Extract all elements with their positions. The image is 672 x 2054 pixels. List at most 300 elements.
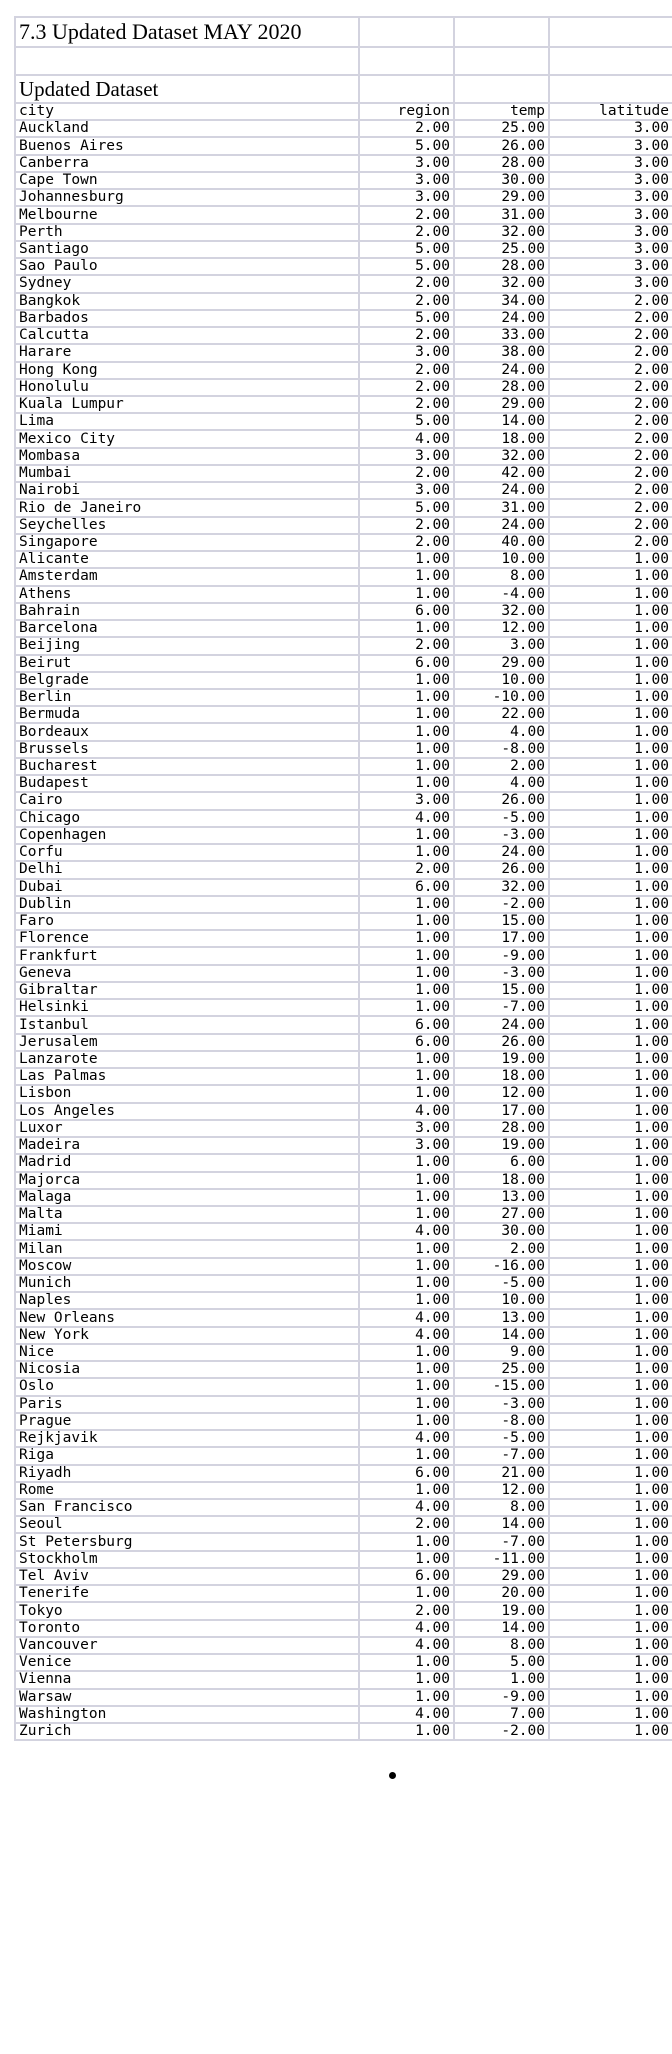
temp-cell[interactable]: 24.00 bbox=[454, 362, 549, 379]
region-cell[interactable]: 5.00 bbox=[359, 241, 454, 258]
temp-cell[interactable]: -8.00 bbox=[454, 1413, 549, 1430]
city-cell[interactable]: Zurich bbox=[15, 1723, 359, 1740]
city-cell[interactable]: Mombasa bbox=[15, 448, 359, 465]
region-cell[interactable]: 1.00 bbox=[359, 827, 454, 844]
latitude-cell[interactable]: 1.00 bbox=[549, 741, 672, 758]
city-cell[interactable]: Prague bbox=[15, 1413, 359, 1430]
city-cell[interactable]: Sao Paulo bbox=[15, 258, 359, 275]
city-cell[interactable]: Istanbul bbox=[15, 1016, 359, 1033]
temp-cell[interactable]: 19.00 bbox=[454, 1137, 549, 1154]
latitude-cell[interactable]: 2.00 bbox=[549, 293, 672, 310]
latitude-cell[interactable]: 1.00 bbox=[549, 827, 672, 844]
temp-cell[interactable]: 28.00 bbox=[454, 155, 549, 172]
latitude-cell[interactable]: 1.00 bbox=[549, 672, 672, 689]
city-cell[interactable]: Nice bbox=[15, 1344, 359, 1361]
region-cell[interactable]: 3.00 bbox=[359, 448, 454, 465]
latitude-cell[interactable]: 1.00 bbox=[549, 603, 672, 620]
city-cell[interactable]: Lanzarote bbox=[15, 1051, 359, 1068]
region-cell[interactable]: 1.00 bbox=[359, 1447, 454, 1464]
latitude-cell[interactable]: 3.00 bbox=[549, 189, 672, 206]
region-cell[interactable]: 1.00 bbox=[359, 896, 454, 913]
region-cell[interactable]: 1.00 bbox=[359, 706, 454, 723]
empty-cell[interactable] bbox=[454, 75, 549, 103]
city-cell[interactable]: Buenos Aires bbox=[15, 137, 359, 154]
latitude-cell[interactable]: 1.00 bbox=[549, 1344, 672, 1361]
temp-cell[interactable]: -7.00 bbox=[454, 999, 549, 1016]
city-cell[interactable]: Corfu bbox=[15, 844, 359, 861]
city-cell[interactable]: Mumbai bbox=[15, 465, 359, 482]
latitude-cell[interactable]: 1.00 bbox=[549, 1602, 672, 1619]
city-cell[interactable]: Mexico City bbox=[15, 430, 359, 447]
temp-cell[interactable]: 12.00 bbox=[454, 1482, 549, 1499]
temp-cell[interactable]: 42.00 bbox=[454, 465, 549, 482]
temp-cell[interactable]: 26.00 bbox=[454, 1034, 549, 1051]
latitude-cell[interactable]: 1.00 bbox=[549, 1447, 672, 1464]
region-cell[interactable]: 3.00 bbox=[359, 172, 454, 189]
region-cell[interactable]: 4.00 bbox=[359, 1706, 454, 1723]
latitude-cell[interactable]: 1.00 bbox=[549, 586, 672, 603]
temp-cell[interactable]: -7.00 bbox=[454, 1533, 549, 1550]
latitude-cell[interactable]: 1.00 bbox=[549, 620, 672, 637]
city-cell[interactable]: Singapore bbox=[15, 534, 359, 551]
city-cell[interactable]: Madrid bbox=[15, 1154, 359, 1171]
region-cell[interactable]: 5.00 bbox=[359, 499, 454, 516]
temp-cell[interactable]: 10.00 bbox=[454, 672, 549, 689]
temp-cell[interactable]: 25.00 bbox=[454, 120, 549, 137]
region-cell[interactable]: 2.00 bbox=[359, 275, 454, 292]
temp-cell[interactable]: -5.00 bbox=[454, 810, 549, 827]
latitude-cell[interactable]: 1.00 bbox=[549, 1689, 672, 1706]
city-cell[interactable]: Vienna bbox=[15, 1671, 359, 1688]
latitude-cell[interactable]: 3.00 bbox=[549, 275, 672, 292]
city-cell[interactable]: Belgrade bbox=[15, 672, 359, 689]
city-cell[interactable]: Gibraltar bbox=[15, 982, 359, 999]
city-cell[interactable]: Dublin bbox=[15, 896, 359, 913]
city-cell[interactable]: Riga bbox=[15, 1447, 359, 1464]
city-cell[interactable]: Madeira bbox=[15, 1137, 359, 1154]
city-cell[interactable]: Toronto bbox=[15, 1620, 359, 1637]
temp-cell[interactable]: 33.00 bbox=[454, 327, 549, 344]
latitude-cell[interactable]: 1.00 bbox=[549, 1499, 672, 1516]
latitude-cell[interactable]: 1.00 bbox=[549, 1292, 672, 1309]
city-cell[interactable]: Barcelona bbox=[15, 620, 359, 637]
city-cell[interactable]: Harare bbox=[15, 344, 359, 361]
temp-cell[interactable]: 21.00 bbox=[454, 1465, 549, 1482]
temp-cell[interactable]: 14.00 bbox=[454, 1327, 549, 1344]
city-cell[interactable]: Bucharest bbox=[15, 758, 359, 775]
latitude-cell[interactable]: 1.00 bbox=[549, 1223, 672, 1240]
region-cell[interactable]: 1.00 bbox=[359, 551, 454, 568]
latitude-cell[interactable]: 2.00 bbox=[549, 482, 672, 499]
latitude-cell[interactable]: 2.00 bbox=[549, 499, 672, 516]
city-cell[interactable]: Kuala Lumpur bbox=[15, 396, 359, 413]
temp-cell[interactable]: 12.00 bbox=[454, 1085, 549, 1102]
latitude-cell[interactable]: 3.00 bbox=[549, 155, 672, 172]
temp-cell[interactable]: 38.00 bbox=[454, 344, 549, 361]
region-cell[interactable]: 1.00 bbox=[359, 1671, 454, 1688]
city-cell[interactable]: Lima bbox=[15, 413, 359, 430]
city-cell[interactable]: Bordeaux bbox=[15, 723, 359, 740]
temp-cell[interactable]: 7.00 bbox=[454, 1706, 549, 1723]
latitude-cell[interactable]: 1.00 bbox=[549, 861, 672, 878]
temp-cell[interactable]: -7.00 bbox=[454, 1447, 549, 1464]
region-cell[interactable]: 4.00 bbox=[359, 1223, 454, 1240]
region-cell[interactable]: 1.00 bbox=[359, 1396, 454, 1413]
latitude-cell[interactable]: 1.00 bbox=[549, 758, 672, 775]
region-cell[interactable]: 1.00 bbox=[359, 999, 454, 1016]
city-cell[interactable]: Milan bbox=[15, 1240, 359, 1257]
temp-cell[interactable]: 31.00 bbox=[454, 499, 549, 516]
latitude-cell[interactable]: 1.00 bbox=[549, 982, 672, 999]
latitude-cell[interactable]: 1.00 bbox=[549, 1189, 672, 1206]
latitude-cell[interactable]: 3.00 bbox=[549, 241, 672, 258]
temp-cell[interactable]: -5.00 bbox=[454, 1275, 549, 1292]
latitude-cell[interactable]: 3.00 bbox=[549, 206, 672, 223]
latitude-cell[interactable]: 1.00 bbox=[549, 706, 672, 723]
city-cell[interactable]: Delhi bbox=[15, 861, 359, 878]
region-cell[interactable]: 1.00 bbox=[359, 1275, 454, 1292]
region-cell[interactable]: 2.00 bbox=[359, 396, 454, 413]
temp-cell[interactable]: 24.00 bbox=[454, 1016, 549, 1033]
latitude-cell[interactable]: 1.00 bbox=[549, 896, 672, 913]
region-cell[interactable]: 1.00 bbox=[359, 1085, 454, 1102]
temp-cell[interactable]: 8.00 bbox=[454, 568, 549, 585]
city-cell[interactable]: Beirut bbox=[15, 655, 359, 672]
city-cell[interactable]: Florence bbox=[15, 930, 359, 947]
city-cell[interactable]: Munich bbox=[15, 1275, 359, 1292]
latitude-cell[interactable]: 1.00 bbox=[549, 1706, 672, 1723]
city-cell[interactable]: Vancouver bbox=[15, 1637, 359, 1654]
region-cell[interactable]: 1.00 bbox=[359, 1154, 454, 1171]
city-cell[interactable]: Melbourne bbox=[15, 206, 359, 223]
temp-cell[interactable]: 20.00 bbox=[454, 1585, 549, 1602]
empty-cell[interactable] bbox=[454, 47, 549, 75]
latitude-cell[interactable]: 2.00 bbox=[549, 362, 672, 379]
city-cell[interactable]: Alicante bbox=[15, 551, 359, 568]
region-cell[interactable]: 1.00 bbox=[359, 1361, 454, 1378]
latitude-cell[interactable]: 1.00 bbox=[549, 1465, 672, 1482]
region-cell[interactable]: 2.00 bbox=[359, 379, 454, 396]
city-cell[interactable]: New York bbox=[15, 1327, 359, 1344]
temp-cell[interactable]: -9.00 bbox=[454, 1689, 549, 1706]
temp-cell[interactable]: 17.00 bbox=[454, 930, 549, 947]
temp-cell[interactable]: 28.00 bbox=[454, 258, 549, 275]
region-cell[interactable]: 3.00 bbox=[359, 482, 454, 499]
city-cell[interactable]: St Petersburg bbox=[15, 1533, 359, 1550]
latitude-cell[interactable]: 3.00 bbox=[549, 137, 672, 154]
temp-cell[interactable]: 8.00 bbox=[454, 1637, 549, 1654]
latitude-cell[interactable]: 1.00 bbox=[549, 1568, 672, 1585]
temp-cell[interactable]: 18.00 bbox=[454, 430, 549, 447]
region-cell[interactable]: 3.00 bbox=[359, 792, 454, 809]
column-header-region[interactable]: region bbox=[359, 103, 454, 120]
empty-cell[interactable] bbox=[549, 75, 672, 103]
region-cell[interactable]: 4.00 bbox=[359, 1430, 454, 1447]
region-cell[interactable]: 1.00 bbox=[359, 1292, 454, 1309]
temp-cell[interactable]: -8.00 bbox=[454, 741, 549, 758]
region-cell[interactable]: 5.00 bbox=[359, 137, 454, 154]
city-cell[interactable]: Washington bbox=[15, 1706, 359, 1723]
region-cell[interactable]: 2.00 bbox=[359, 534, 454, 551]
region-cell[interactable]: 1.00 bbox=[359, 913, 454, 930]
temp-cell[interactable]: 14.00 bbox=[454, 413, 549, 430]
region-cell[interactable]: 1.00 bbox=[359, 930, 454, 947]
latitude-cell[interactable]: 3.00 bbox=[549, 258, 672, 275]
temp-cell[interactable]: 19.00 bbox=[454, 1051, 549, 1068]
city-cell[interactable]: Malaga bbox=[15, 1189, 359, 1206]
city-cell[interactable]: Los Angeles bbox=[15, 1103, 359, 1120]
temp-cell[interactable]: 12.00 bbox=[454, 620, 549, 637]
latitude-cell[interactable]: 2.00 bbox=[549, 430, 672, 447]
temp-cell[interactable]: 28.00 bbox=[454, 379, 549, 396]
temp-cell[interactable]: -10.00 bbox=[454, 689, 549, 706]
temp-cell[interactable]: 17.00 bbox=[454, 1103, 549, 1120]
city-cell[interactable]: Cairo bbox=[15, 792, 359, 809]
city-cell[interactable]: Faro bbox=[15, 913, 359, 930]
city-cell[interactable]: Seychelles bbox=[15, 517, 359, 534]
region-cell[interactable]: 1.00 bbox=[359, 1723, 454, 1740]
city-cell[interactable]: Lisbon bbox=[15, 1085, 359, 1102]
region-cell[interactable]: 1.00 bbox=[359, 1206, 454, 1223]
latitude-cell[interactable]: 1.00 bbox=[549, 655, 672, 672]
latitude-cell[interactable]: 1.00 bbox=[549, 1585, 672, 1602]
temp-cell[interactable]: 5.00 bbox=[454, 1654, 549, 1671]
latitude-cell[interactable]: 2.00 bbox=[549, 465, 672, 482]
city-cell[interactable]: Rejkjavik bbox=[15, 1430, 359, 1447]
latitude-cell[interactable]: 1.00 bbox=[549, 1137, 672, 1154]
latitude-cell[interactable]: 1.00 bbox=[549, 1620, 672, 1637]
region-cell[interactable]: 4.00 bbox=[359, 1327, 454, 1344]
latitude-cell[interactable]: 1.00 bbox=[549, 1172, 672, 1189]
empty-cell[interactable] bbox=[549, 17, 672, 47]
column-header-latitude[interactable]: latitude bbox=[549, 103, 672, 120]
region-cell[interactable]: 5.00 bbox=[359, 310, 454, 327]
temp-cell[interactable]: 2.00 bbox=[454, 1240, 549, 1257]
temp-cell[interactable]: 24.00 bbox=[454, 844, 549, 861]
temp-cell[interactable]: 8.00 bbox=[454, 1499, 549, 1516]
city-cell[interactable]: Budapest bbox=[15, 775, 359, 792]
city-cell[interactable]: Brussels bbox=[15, 741, 359, 758]
region-cell[interactable]: 4.00 bbox=[359, 1637, 454, 1654]
temp-cell[interactable]: 4.00 bbox=[454, 723, 549, 740]
city-cell[interactable]: Auckland bbox=[15, 120, 359, 137]
region-cell[interactable]: 5.00 bbox=[359, 413, 454, 430]
city-cell[interactable]: Chicago bbox=[15, 810, 359, 827]
empty-cell[interactable] bbox=[15, 47, 359, 75]
latitude-cell[interactable]: 1.00 bbox=[549, 551, 672, 568]
temp-cell[interactable]: 18.00 bbox=[454, 1068, 549, 1085]
latitude-cell[interactable]: 2.00 bbox=[549, 517, 672, 534]
temp-cell[interactable]: 26.00 bbox=[454, 137, 549, 154]
region-cell[interactable]: 2.00 bbox=[359, 1602, 454, 1619]
region-cell[interactable]: 1.00 bbox=[359, 586, 454, 603]
latitude-cell[interactable]: 1.00 bbox=[549, 1327, 672, 1344]
latitude-cell[interactable]: 1.00 bbox=[549, 1258, 672, 1275]
temp-cell[interactable]: 24.00 bbox=[454, 517, 549, 534]
city-cell[interactable]: Rome bbox=[15, 1482, 359, 1499]
temp-cell[interactable]: 15.00 bbox=[454, 982, 549, 999]
region-cell[interactable]: 2.00 bbox=[359, 637, 454, 654]
temp-cell[interactable]: -15.00 bbox=[454, 1378, 549, 1395]
latitude-cell[interactable]: 1.00 bbox=[549, 1654, 672, 1671]
temp-cell[interactable]: 9.00 bbox=[454, 1344, 549, 1361]
temp-cell[interactable]: -2.00 bbox=[454, 1723, 549, 1740]
region-cell[interactable]: 3.00 bbox=[359, 1137, 454, 1154]
latitude-cell[interactable]: 2.00 bbox=[549, 344, 672, 361]
temp-cell[interactable]: 30.00 bbox=[454, 172, 549, 189]
region-cell[interactable]: 6.00 bbox=[359, 655, 454, 672]
empty-cell[interactable] bbox=[359, 47, 454, 75]
city-cell[interactable]: New Orleans bbox=[15, 1309, 359, 1326]
latitude-cell[interactable]: 1.00 bbox=[549, 1068, 672, 1085]
latitude-cell[interactable]: 1.00 bbox=[549, 1723, 672, 1740]
latitude-cell[interactable]: 1.00 bbox=[549, 1240, 672, 1257]
region-cell[interactable]: 2.00 bbox=[359, 206, 454, 223]
temp-cell[interactable]: 19.00 bbox=[454, 1602, 549, 1619]
temp-cell[interactable]: 29.00 bbox=[454, 655, 549, 672]
city-cell[interactable]: Rio de Janeiro bbox=[15, 499, 359, 516]
temp-cell[interactable]: 32.00 bbox=[454, 275, 549, 292]
region-cell[interactable]: 6.00 bbox=[359, 1465, 454, 1482]
temp-cell[interactable]: 14.00 bbox=[454, 1620, 549, 1637]
latitude-cell[interactable]: 1.00 bbox=[549, 913, 672, 930]
temp-cell[interactable]: -3.00 bbox=[454, 827, 549, 844]
temp-cell[interactable]: 10.00 bbox=[454, 1292, 549, 1309]
latitude-cell[interactable]: 1.00 bbox=[549, 1430, 672, 1447]
latitude-cell[interactable]: 2.00 bbox=[549, 448, 672, 465]
city-cell[interactable]: Dubai bbox=[15, 879, 359, 896]
temp-cell[interactable]: 32.00 bbox=[454, 879, 549, 896]
region-cell[interactable]: 2.00 bbox=[359, 327, 454, 344]
region-cell[interactable]: 1.00 bbox=[359, 1240, 454, 1257]
temp-cell[interactable]: 26.00 bbox=[454, 861, 549, 878]
region-cell[interactable]: 1.00 bbox=[359, 982, 454, 999]
city-cell[interactable]: Berlin bbox=[15, 689, 359, 706]
region-cell[interactable]: 3.00 bbox=[359, 1120, 454, 1137]
temp-cell[interactable]: -3.00 bbox=[454, 1396, 549, 1413]
latitude-cell[interactable]: 1.00 bbox=[549, 1016, 672, 1033]
latitude-cell[interactable]: 1.00 bbox=[549, 1034, 672, 1051]
latitude-cell[interactable]: 1.00 bbox=[549, 1396, 672, 1413]
latitude-cell[interactable]: 2.00 bbox=[549, 534, 672, 551]
city-cell[interactable]: Moscow bbox=[15, 1258, 359, 1275]
city-cell[interactable]: Tel Aviv bbox=[15, 1568, 359, 1585]
city-cell[interactable]: Tokyo bbox=[15, 1602, 359, 1619]
city-cell[interactable]: Nairobi bbox=[15, 482, 359, 499]
region-cell[interactable]: 1.00 bbox=[359, 1482, 454, 1499]
temp-cell[interactable]: 28.00 bbox=[454, 1120, 549, 1137]
latitude-cell[interactable]: 1.00 bbox=[549, 775, 672, 792]
region-cell[interactable]: 1.00 bbox=[359, 1689, 454, 1706]
city-cell[interactable]: Stockholm bbox=[15, 1551, 359, 1568]
region-cell[interactable]: 1.00 bbox=[359, 1189, 454, 1206]
city-cell[interactable]: Miami bbox=[15, 1223, 359, 1240]
temp-cell[interactable]: 32.00 bbox=[454, 448, 549, 465]
latitude-cell[interactable]: 1.00 bbox=[549, 999, 672, 1016]
empty-cell[interactable] bbox=[359, 17, 454, 47]
temp-cell[interactable]: 24.00 bbox=[454, 310, 549, 327]
region-cell[interactable]: 1.00 bbox=[359, 1413, 454, 1430]
temp-cell[interactable]: 1.00 bbox=[454, 1671, 549, 1688]
empty-cell[interactable] bbox=[359, 75, 454, 103]
region-cell[interactable]: 1.00 bbox=[359, 775, 454, 792]
latitude-cell[interactable]: 1.00 bbox=[549, 1309, 672, 1326]
city-cell[interactable]: Hong Kong bbox=[15, 362, 359, 379]
region-cell[interactable]: 1.00 bbox=[359, 723, 454, 740]
temp-cell[interactable]: -9.00 bbox=[454, 947, 549, 964]
region-cell[interactable]: 2.00 bbox=[359, 517, 454, 534]
temp-cell[interactable]: 26.00 bbox=[454, 792, 549, 809]
latitude-cell[interactable]: 1.00 bbox=[549, 1637, 672, 1654]
latitude-cell[interactable]: 2.00 bbox=[549, 327, 672, 344]
region-cell[interactable]: 3.00 bbox=[359, 155, 454, 172]
city-cell[interactable]: Jerusalem bbox=[15, 1034, 359, 1051]
city-cell[interactable]: Canberra bbox=[15, 155, 359, 172]
temp-cell[interactable]: 6.00 bbox=[454, 1154, 549, 1171]
city-cell[interactable]: Beijing bbox=[15, 637, 359, 654]
temp-cell[interactable]: 32.00 bbox=[454, 603, 549, 620]
latitude-cell[interactable]: 1.00 bbox=[549, 1206, 672, 1223]
latitude-cell[interactable]: 1.00 bbox=[549, 792, 672, 809]
city-cell[interactable]: Warsaw bbox=[15, 1689, 359, 1706]
latitude-cell[interactable]: 1.00 bbox=[549, 930, 672, 947]
region-cell[interactable]: 4.00 bbox=[359, 430, 454, 447]
latitude-cell[interactable]: 1.00 bbox=[549, 1413, 672, 1430]
city-cell[interactable]: Sydney bbox=[15, 275, 359, 292]
region-cell[interactable]: 2.00 bbox=[359, 224, 454, 241]
temp-cell[interactable]: -4.00 bbox=[454, 586, 549, 603]
region-cell[interactable]: 1.00 bbox=[359, 965, 454, 982]
region-cell[interactable]: 1.00 bbox=[359, 1051, 454, 1068]
latitude-cell[interactable]: 2.00 bbox=[549, 379, 672, 396]
region-cell[interactable]: 5.00 bbox=[359, 258, 454, 275]
city-cell[interactable]: Perth bbox=[15, 224, 359, 241]
empty-cell[interactable] bbox=[549, 47, 672, 75]
temp-cell[interactable]: 4.00 bbox=[454, 775, 549, 792]
latitude-cell[interactable]: 1.00 bbox=[549, 965, 672, 982]
temp-cell[interactable]: 27.00 bbox=[454, 1206, 549, 1223]
temp-cell[interactable]: 15.00 bbox=[454, 913, 549, 930]
latitude-cell[interactable]: 1.00 bbox=[549, 810, 672, 827]
city-cell[interactable]: Frankfurt bbox=[15, 947, 359, 964]
region-cell[interactable]: 2.00 bbox=[359, 465, 454, 482]
temp-cell[interactable]: 2.00 bbox=[454, 758, 549, 775]
city-cell[interactable]: Bangkok bbox=[15, 293, 359, 310]
region-cell[interactable]: 4.00 bbox=[359, 1620, 454, 1637]
region-cell[interactable]: 1.00 bbox=[359, 620, 454, 637]
region-cell[interactable]: 1.00 bbox=[359, 1378, 454, 1395]
region-cell[interactable]: 1.00 bbox=[359, 758, 454, 775]
city-cell[interactable]: Venice bbox=[15, 1654, 359, 1671]
temp-cell[interactable]: 30.00 bbox=[454, 1223, 549, 1240]
latitude-cell[interactable]: 1.00 bbox=[549, 1671, 672, 1688]
region-cell[interactable]: 1.00 bbox=[359, 1258, 454, 1275]
temp-cell[interactable]: -5.00 bbox=[454, 1430, 549, 1447]
region-cell[interactable]: 6.00 bbox=[359, 879, 454, 896]
region-cell[interactable]: 1.00 bbox=[359, 1585, 454, 1602]
region-cell[interactable]: 6.00 bbox=[359, 1568, 454, 1585]
city-cell[interactable]: Helsinki bbox=[15, 999, 359, 1016]
temp-cell[interactable]: 29.00 bbox=[454, 1568, 549, 1585]
region-cell[interactable]: 3.00 bbox=[359, 344, 454, 361]
empty-cell[interactable] bbox=[454, 17, 549, 47]
region-cell[interactable]: 6.00 bbox=[359, 1016, 454, 1033]
region-cell[interactable]: 1.00 bbox=[359, 1654, 454, 1671]
region-cell[interactable]: 4.00 bbox=[359, 1103, 454, 1120]
region-cell[interactable]: 4.00 bbox=[359, 1309, 454, 1326]
city-cell[interactable]: Riyadh bbox=[15, 1465, 359, 1482]
temp-cell[interactable]: 24.00 bbox=[454, 482, 549, 499]
